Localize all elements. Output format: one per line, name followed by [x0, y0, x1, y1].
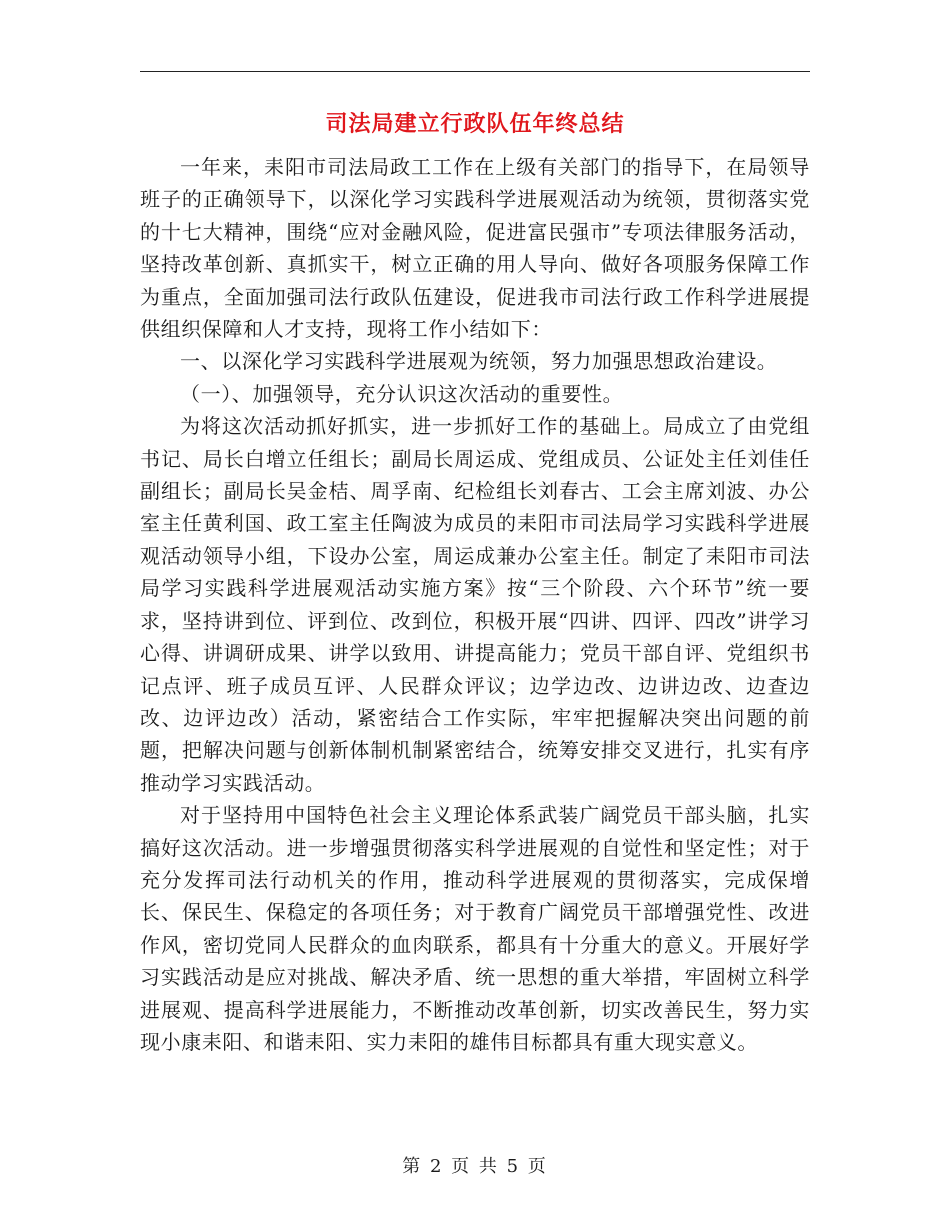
subsection-heading-1: （一）、加强领导，充分认识这次活动的重要性。 — [180, 381, 624, 406]
document-body — [140, 151, 810, 1058]
paragraph-intro: 一年来，耒阳市司法局政工工作在上级有关部门的指导下，在局领导班子的正确领导下，以深化学习实践科学进展观活动为统领，贯彻落实党的十七大精神，围绕“应对金融风险，促进富民强市”专项法律服务活动，坚持改革创新、真抓实干，树立正确的用人导向、做好各项服务保障工作为重点，全面加强司法行政队伍建设，促进我市司法行政工作科学进展提供组织保障和人才支持，现将工作小结如下： — [140, 155, 810, 342]
page-number: 第 2 页 共 5 页 — [402, 1156, 548, 1177]
paragraph-significance: 对于坚持用中国特色社会主义理论体系武装广阔党员干部头脑，扎实搞好这次活动。进一步增强贯彻落实科学进展观的自觉性和坚定性；对于充分发挥司法行动机关的作用，推动科学进展观的贯彻落实，完成保增长、保民生、保稳定的各项任务；对于教育广阔党员干部增强党性、改进作风，密切党同人民群众的血肉联系，都具有十分重大的意义。开展好学习实践活动是应对挑战、解决矛盾、统一思想的重大举措，牢固树立科学进展观、提高科学进展能力，不断推动改革创新，切实改善民生，努力实现小康耒阳、和谐耒阳、实力耒阳的雄伟目标都具有重大现实意义。 — [140, 803, 810, 1054]
paragraph-organization: 为将这次活动抓好抓实，进一步抓好工作的基础上。局成立了由党组书记、局长白增立任组长；副局长周运成、党组成员、公证处主任刘佳任副组长；副局长吴金桔、周孚南、纪检组长刘春古、工会主席刘波、办公室主任黄利国、政工室主任陶波为成员的耒阳市司法局学习实践科学进展观活动领导小组，下设办公室，周运成兼办公室主任。制定了耒阳市司法局学习实践科学进展观活动实施方案》按“三个阶段、六个环节”统一要求，坚持讲到位、评到位、改到位，积极开展“四讲、四评、四改”讲学习心得、讲调研成果、讲学以致用、讲提高能力；党员干部自评、党组织书记点评、班子成员互评、人民群众评议；边学边改、边讲边改、边查边改、边评边改）活动，紧密结合工作实际，牢牢把握解决突出问题的前题，把解决问题与创新体制机制紧密结合，统筹安排交叉进行，扎实有序推动学习实践活动。 — [140, 414, 810, 795]
section-heading-1: 一、以深化学习实践科学进展观为统领，努力加强思想政治建设。 — [180, 349, 778, 374]
header-rule — [140, 71, 810, 72]
document-title: 司法局建立行政队伍年终总结 — [325, 112, 625, 137]
